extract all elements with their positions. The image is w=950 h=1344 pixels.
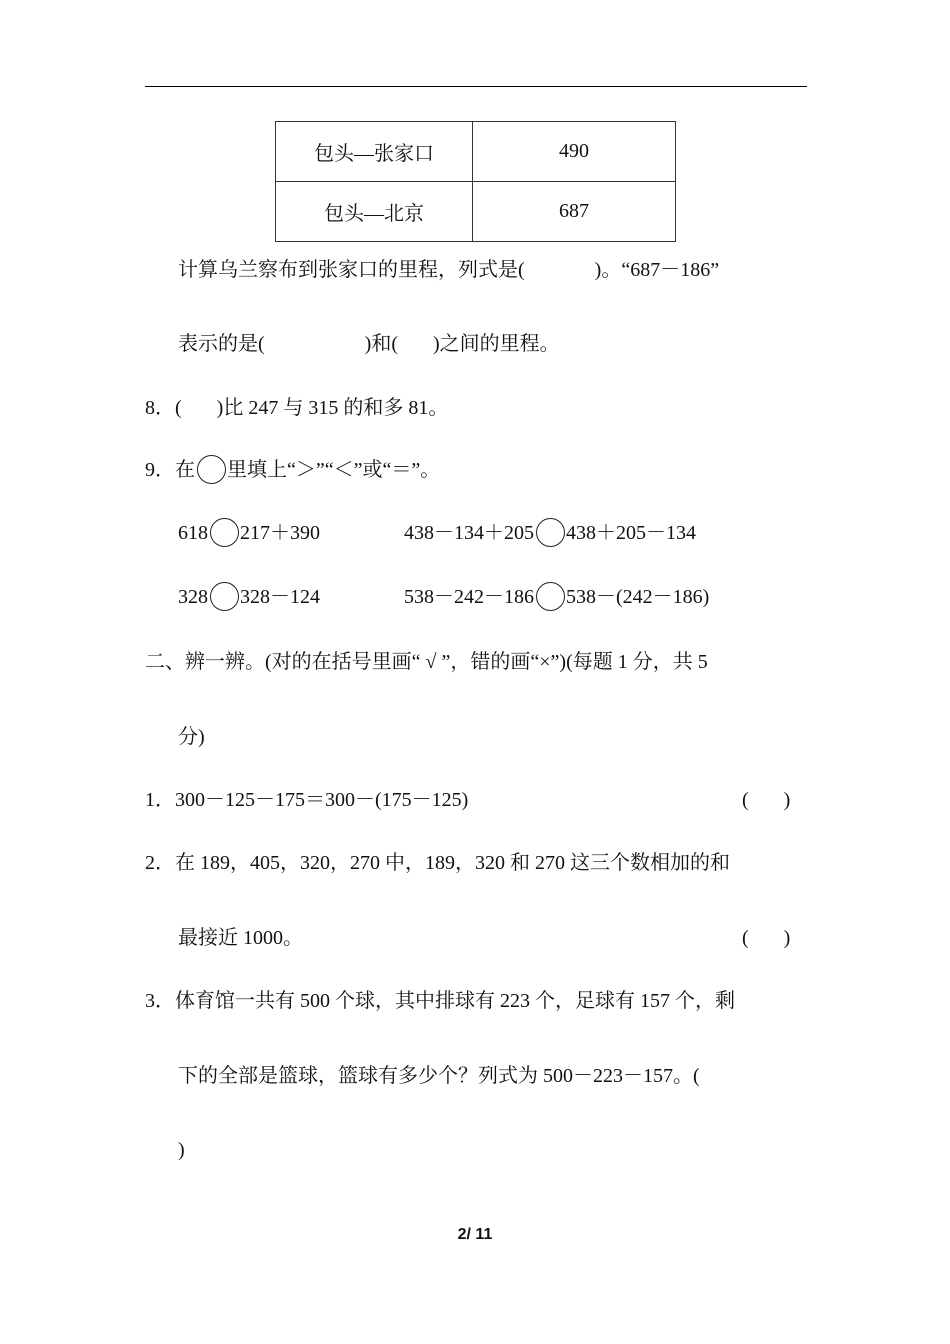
answer-circle-icon[interactable]	[536, 518, 565, 547]
q9-suffix: 里填上“＞”“＜”或“＝”。	[227, 459, 441, 481]
answer-circle-icon[interactable]	[536, 582, 565, 611]
distance-table	[275, 121, 676, 242]
expr-left: 328	[178, 586, 208, 608]
route-cell: 包头—张家口	[276, 122, 473, 182]
expr-right: 538－(242－186)	[566, 586, 710, 608]
section-2-title: 二、辨一辨。(对的在括号里画“ √ ”，错的画“×”)(每题 1 分，共 5	[145, 651, 708, 673]
judge-q2-line-1: 2．在 189，405，320，270 中，189，320 和 270 这三个数相加的和	[145, 852, 730, 874]
q7-line-1: 计算乌兰察布到张家口的里程，列式是( )。“687－186”	[178, 259, 720, 281]
compare-2b	[404, 582, 709, 611]
answer-circle-icon[interactable]	[210, 582, 239, 611]
expr-right: 328－124	[240, 586, 320, 608]
answer-circle-icon	[197, 455, 226, 484]
judge-q1: 1．300－125－175＝300－(175－125)	[145, 789, 469, 811]
compare-2a	[178, 582, 320, 611]
expr-right: 217＋390	[240, 522, 320, 544]
page-number: 2/ 11	[457, 1226, 493, 1243]
answer-paren[interactable]: ( )	[742, 927, 791, 949]
expr-right: 438＋205－134	[566, 522, 696, 544]
answer-circle-icon[interactable]	[210, 518, 239, 547]
table-row	[276, 122, 676, 182]
judge-q2-line-2: 最接近 1000。	[178, 927, 303, 949]
expr-left: 438－134＋205	[404, 522, 534, 544]
q9-instruction	[145, 455, 440, 484]
compare-1b	[404, 518, 696, 547]
distance-cell: 490	[473, 122, 676, 182]
judge-q3-line-1: 3．体育馆一共有 500 个球，其中排球有 223 个，足球有 157 个，剩	[145, 990, 735, 1012]
expr-left: 618	[178, 522, 208, 544]
table-row	[276, 182, 676, 242]
compare-1a	[178, 518, 320, 547]
q9-prefix: 9．在	[145, 459, 195, 481]
q7-line-2: 表示的是( )和( )之间的里程。	[178, 333, 560, 355]
route-cell: 包头—北京	[276, 182, 473, 242]
header-rule	[145, 86, 807, 87]
section-2-title-cont: 分)	[178, 726, 205, 748]
answer-paren[interactable]: ( )	[742, 789, 791, 811]
q8-text: 8．( )比 247 与 315 的和多 81。	[145, 397, 449, 419]
distance-cell: 687	[473, 182, 676, 242]
judge-q3-line-3: )	[178, 1139, 185, 1161]
judge-q3-line-2: 下的全部是篮球，篮球有多少个？列式为 500－223－157。(	[178, 1065, 700, 1087]
expr-left: 538－242－186	[404, 586, 534, 608]
